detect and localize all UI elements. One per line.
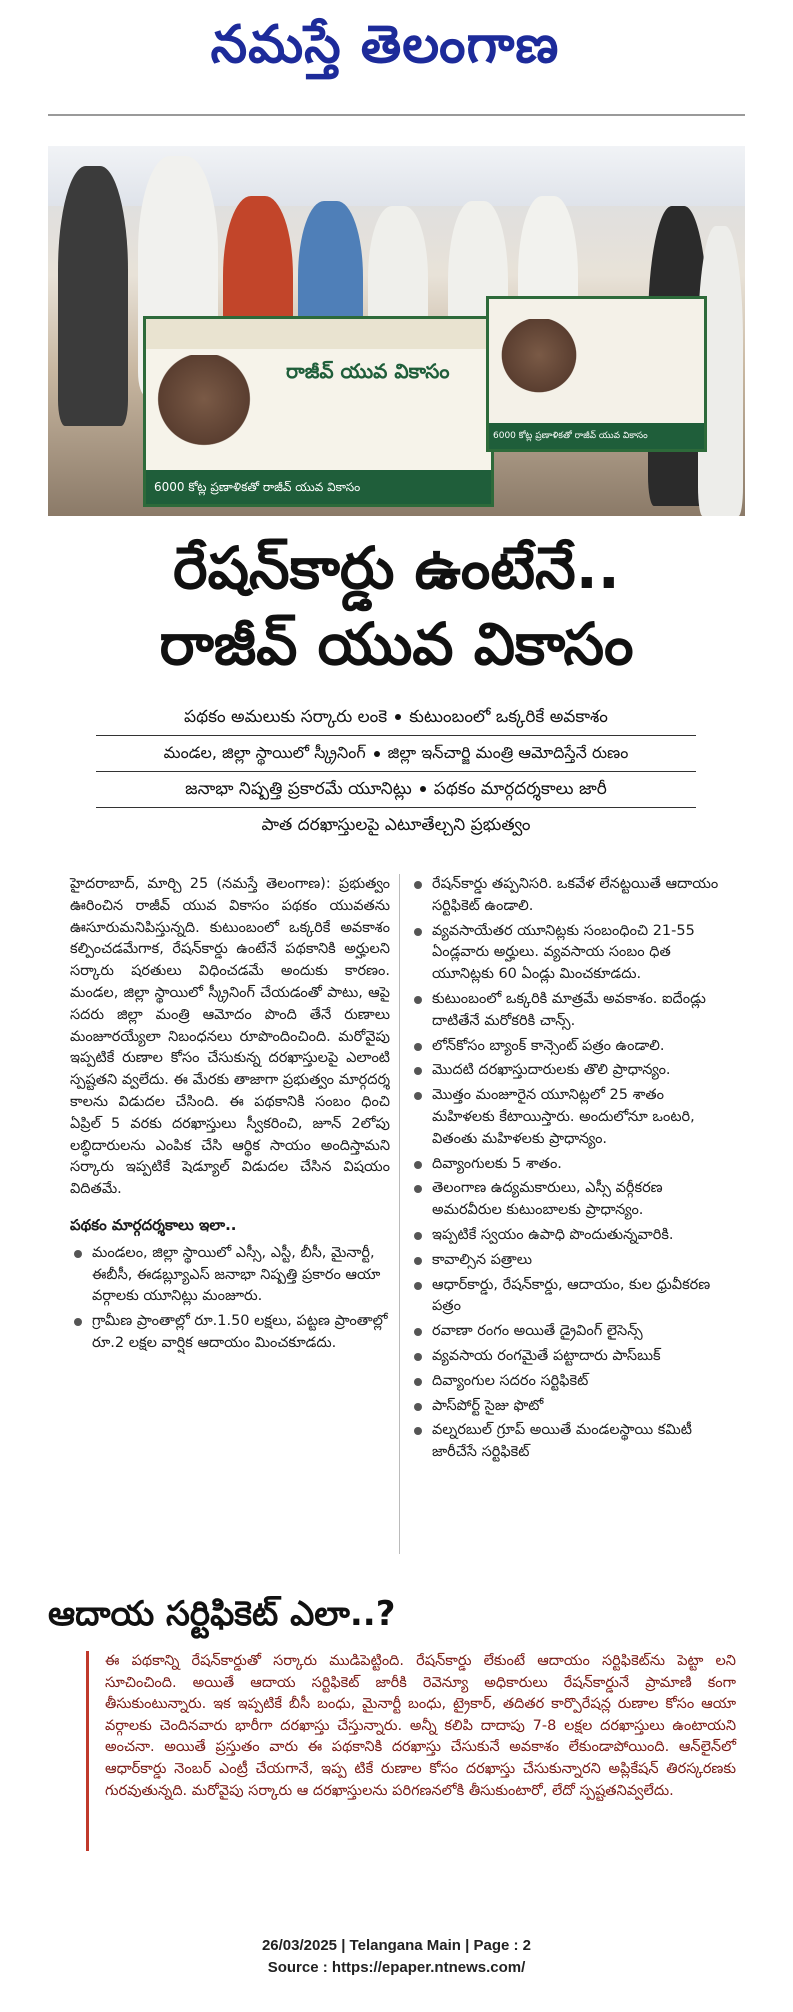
list-item: మండలం, జిల్లా స్థాయిలో ఎస్సీ, ఎస్టీ, బీసీ, మైనార్టీ, ఈబీసీ, ఈడబ్ల్యూఎస్ జనాభా నిష్పత్తి ప్రకారం ఆయా వర్గాలకు యూనిట్లు మంజూరు. [70,1243,390,1308]
highlight-row: పథకం అమలుకు సర్కారు లంకె కుటుంబంలో ఒక్కరికే అవకాశం [96,700,696,736]
list-item: దివ్యాంగులకు 5 శాతం. [410,1154,730,1176]
news-photo [48,146,745,516]
list-item: రవాణా రంగం అయితే డ్రైవింగ్ లైసెన్స్ [410,1321,730,1343]
criteria-list [410,874,730,1464]
bullet-icon [374,751,380,757]
list-item: పాస్‌పోర్ట్ సైజు ఫొటో [410,1396,730,1418]
bullet-icon [420,786,426,792]
masthead [0,0,793,118]
list-item: కావాల్సిన పత్రాలు [410,1250,730,1272]
list-item: గ్రామీణ ప్రాంతాల్లో రూ.1.50 లక్షలు, పట్టణ ప్రాంతాల్లో రూ.2 లక్షల వార్షిక ఆదాయం మించకూడదు. [70,1311,390,1355]
column-divider [399,874,400,1554]
article-left-column [70,874,390,1358]
bullet-icon [395,714,401,720]
highlight-row: జనాభా నిష్పత్తి ప్రకారమే యూనిట్లు పథకం మార్గదర్శకాలు జారీ [96,772,696,808]
newspaper-logo: నమస్తే తెలంగాణ [210,15,560,75]
footer-dateline: 26/03/2025 | Telangana Main | Page : 2 [261,1937,532,1954]
sidebar-box [86,1651,736,1851]
headline-line-1: రేషన్‌కార్డు ఉంటేనే.. [173,534,620,602]
scheme-banner-right [486,296,707,452]
article-right-column [410,874,730,1467]
list-item: కుటుంబంలో ఒక్కరికి మాత్రమే అవకాశం. ఐదేండ్లు దాటితేనే మరోకరికి చాన్స్. [410,989,730,1033]
list-item: వల్నరబుల్ గ్రూప్ అయితే మండలస్థాయి కమిటీ జారీచేసే సర్టిఫికెట్ [410,1420,730,1464]
list-item: మొత్తం మంజూరైన యూనిట్లలో 25 శాతం మహిళలకు కేటాయిస్తారు. అందులోనూ ఒంటరి, వితంతు మహిళలకు ప్రాధాన్యం. [410,1085,730,1150]
list-item: వ్యవసాయ రంగమైతే పట్టాదారు పాస్‌బుక్ [410,1346,730,1368]
list-item: ఇప్పటికే స్వయం ఉపాధి పొందుతున్నవారికి. [410,1225,730,1247]
page-footer [0,1935,793,1979]
banner-portrait [154,355,254,465]
guidelines-title: పథకం మార్గదర్శకాలు ఇలా.. [70,1215,237,1234]
headline [40,530,753,682]
headline-line-2: రాజీవ్ యువ వికాసం [159,610,634,678]
photo-person [58,166,128,426]
banner-portrait [499,319,579,409]
list-item: మొదటి దరఖాస్తుదారులకు తొలి ప్రాధాన్యం. [410,1060,730,1082]
list-item: తెలంగాణ ఉద్యమకారులు, ఎస్సీ వర్గీకరణ అమరవీరుల కుటుంబాలకు ప్రాధాన్యం. [410,1178,730,1222]
sidebar-heading: ఆదాయ సర్టిఫికెట్ ఎలా..? [48,1594,396,1634]
guidelines-list [70,1243,390,1355]
sidebar-body: ఈ పథకాన్ని రేషన్‌కార్డుతో సర్కారు ముడిపెట్టింది. రేషన్‌కార్డు లేకుంటే ఆదాయం సర్టిఫికెట్‌ను పెట్టా లని సూచించింది. అయితే ఆదాయ సర్టిఫికెట్ జారీకి రెవెన్యూ అధికారులు రేషన్‌కార్డునే ప్రామాణి కంగా తీసుకుంటున్నారు. ఇక ఇప్పటికే బీసీ బంధు, మైనార్టీ బంధు, ట్రైకార్, తదితర కార్పొరేషన్ల రుణాల కోసం ఆయా వర్గాలకు చెందినవారు భారీగా దరఖాస్తు చేస్తున్నారు. అన్నీ కలిపి దాదాపు 7-8 లక్షల దరఖాస్తులు ఉంటాయని అంచనా. అయితే ప్రస్తుతం వారు ఈ పథకానికి దరఖాస్తు చేసుకునే అవకాశం లేకుండాపోయింది. ఆన్‌లైన్‌లో ఆధార్‌కార్డు నెంబర్ ఎంట్రీ చేయగానే, ఇప్ప టికే రుణాల కోసం దరఖాస్తు చేసుకున్నారని అప్లికేషన్ తిరస్కరణకు గురవుతున్నది. మరోవైపు సర్కారు ఆ దరఖాస్తులను పరిగణనలోకి తీసుకుంటారో, లేదో స్పష్టతనివ్వలేదు. [105,1653,736,1799]
highlight-row: మండల, జిల్లా స్థాయిలో స్క్రీనింగ్ జిల్లా ఇన్‌చార్జి మంత్రి ఆమోదిస్తేనే రుణం [96,736,696,772]
list-item: వ్యవసాయేతర యూనిట్లకు సంబంధించి 21-55 ఏండ్లవారు అర్హులు. వ్యవసాయ సంబం ధిత యూనిట్లకు 60 ఏండ్లు మించకూడదు. [410,921,730,986]
list-item: రేషన్‌కార్డు తప్పనిసరి. ఒకవేళ లేనట్టయితే ఆదాయం సర్టిఫికెట్ ఉండాలి. [410,874,730,918]
list-item: లోన్‌కోసం బ్యాంక్ కాన్సెంట్ పత్రం ఉండాలి. [410,1036,730,1058]
banner-title: రాజీవ్ యువ వికాసం [286,359,450,383]
article-lead: హైదరాబాద్, మార్చి 25 (నమస్తే తెలంగాణ): ప్రభుత్వం ఊరించిన రాజీవ్ యువ వికాసం పథకం యువతను ఊసూరుమనిపిస్తున్నది. కుటుంబంలో ఒక్కరికే అవకాశం కల్పించడమేగాక, రేషన్‌కార్డు ఉంటేనే పథకానికి అర్హులని సర్కారు షరతులు విధించడమే అందుకు కారణం. మండల, జిల్లా స్థాయిలో స్క్రీనింగ్ చేయడంతో పాటు, ఆపై సదరు జిల్లా మంత్రి ఆమోదం పొంది తేనే రుణాలు మంజూరయ్యేలా నిబంధనలు రూపొందించింది. మరోవైపు ఇప్పటికే రుణాల కోసం చేసుకున్న దరఖాస్తులపై ఎలాంటి స్పష్టతని వ్వలేదు. ఈ మేరకు తాజాగా ప్రభుత్వం మార్గదర్శ కాలను విడుదల చేసింది. ఈ పథకానికి సంబం ధించి ఏప్రిల్ 5 వరకు దరఖాస్తులు స్వీకరించి, జూన్ 2లోపు లబ్ధిదారులను ఎంపిక చేసి ఆర్థిక సాయం అందిస్తామని సర్కారు ఇప్పటికే షెడ్యూల్ విడుదల చేసిన విషయం విదితమే. [70,876,390,1198]
banner-caption: 6000 కోట్ల ప్రణాళికతో రాజీవ్ యువ వికాసం [154,480,361,494]
list-item: ఆధార్‌కార్డు, రేషన్‌కార్డు, ఆదాయం, కుల ధ్రువీకరణ పత్రం [410,1275,730,1319]
banner-caption: 6000 కోట్ల ప్రణాళికతో రాజీవ్ యువ వికాసం [493,431,648,441]
masthead-divider [48,114,745,116]
footer-source: Source : https://epaper.ntnews.com/ [267,1959,526,1976]
scheme-banner [143,316,494,507]
list-item: దివ్యాంగుల సదరం సర్టిఫికెట్ [410,1371,730,1393]
highlights-box [96,700,696,843]
highlight-row: పాత దరఖాస్తులపై ఎటూతేల్చని ప్రభుత్వం [261,815,531,835]
